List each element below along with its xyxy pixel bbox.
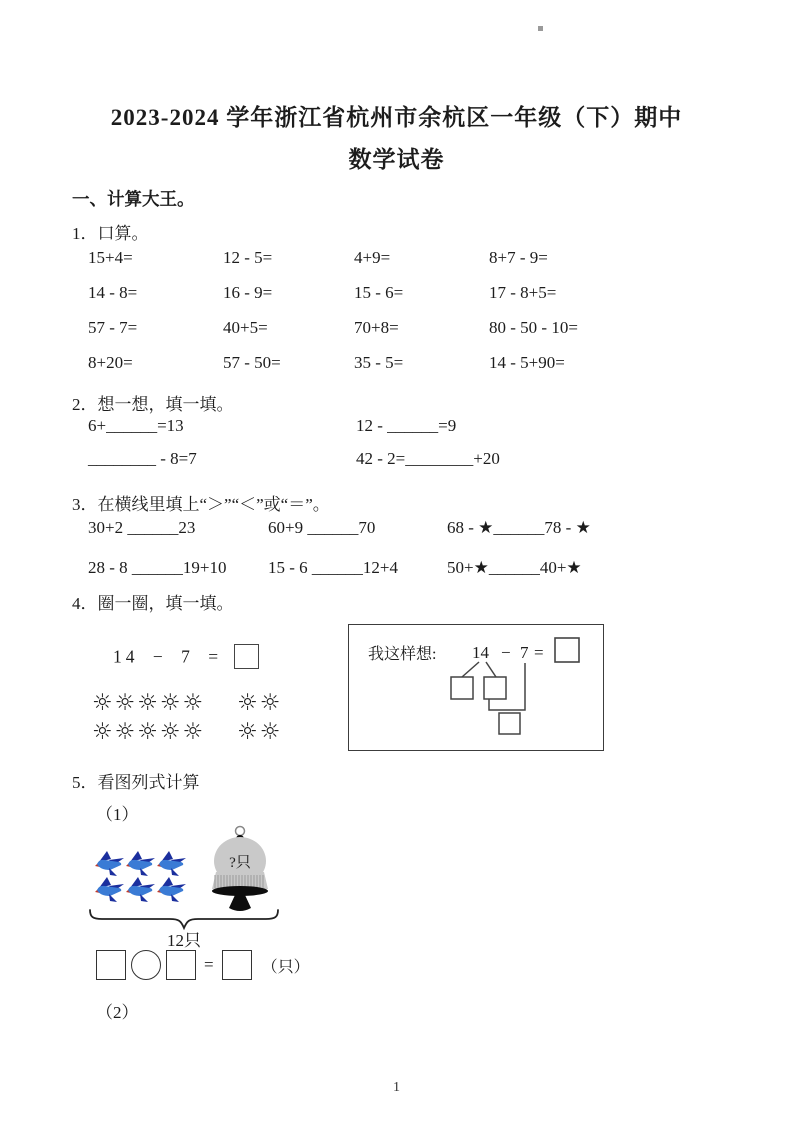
q3-item: 60+9 ______70 [268, 518, 376, 537]
q3-item: 50+★______40+★ [447, 558, 582, 577]
scan-artifact-dot [538, 26, 543, 31]
cage-question-text: ?只 [229, 855, 251, 871]
answer-box [555, 638, 579, 662]
exam-title-line1: 2023-2024 学年浙江省杭州市余杭区一年级（下）期中 [110, 105, 683, 130]
q2-label: 2．想一想，填一填。 [72, 395, 234, 414]
q1-item: 15 - 6= [354, 283, 404, 302]
bird-icon [95, 851, 124, 876]
bird-icon [157, 877, 186, 902]
q1-item: 70+8= [354, 318, 399, 337]
q1-item: 8+7 - 9= [489, 248, 548, 267]
q1-item: 35 - 5= [354, 353, 404, 372]
q1-item: 8+20= [88, 353, 133, 372]
bird-icon [126, 877, 155, 902]
page-number: 1 [393, 1080, 400, 1095]
thought-label: 我这样想: [368, 646, 437, 663]
q3-item: 15 - 6 ______12+4 [268, 558, 398, 577]
operator-circle [131, 950, 161, 980]
exam-title-line2: 数学试卷 [348, 147, 445, 172]
q1-item: 14 - 5+90= [489, 353, 565, 372]
q2-fill-blank-grid [88, 416, 656, 482]
q1-item: 57 - 7= [88, 318, 138, 337]
q1-item: 14 - 8= [88, 283, 138, 302]
minus-sign: − [501, 643, 511, 662]
q3-label: 3．在横线里填上“＞”“＜”或“＝”。 [72, 495, 330, 514]
sun-group: ☼☼☼☼☼ [92, 719, 206, 745]
equals-sign: = [204, 955, 214, 974]
bird-icon [95, 877, 124, 902]
bond-box-left [451, 677, 473, 699]
bond-line-left [462, 662, 479, 677]
q2-item: 42 - 2=________+20 [356, 449, 500, 468]
q2-item: 6+______=13 [88, 416, 184, 435]
q5-part1-label: （1） [96, 805, 139, 824]
bond-subtrahend: 7 [520, 643, 529, 662]
q5-equation-row [96, 950, 310, 980]
q5-label: 5．看图列式计算 [72, 773, 200, 792]
brace-total-label: 12只 [167, 931, 201, 950]
bond-box-bottom [499, 713, 520, 734]
sun-group: ☼☼ [237, 690, 283, 716]
connector-line [489, 663, 525, 710]
q5-part2-label: （2） [96, 1003, 139, 1022]
q1-item: 4+9= [354, 248, 391, 267]
q4-equation [113, 646, 259, 671]
bond-box-right [484, 677, 506, 699]
q4-sun-rows [92, 689, 282, 747]
sun-group: ☼☼☼☼☼ [92, 690, 206, 716]
answer-box [96, 950, 126, 980]
q4-equation-text: 14 − 7 = [113, 646, 223, 667]
bird-icon [126, 851, 155, 876]
q3-item: 28 - 8 ______19+10 [88, 558, 227, 577]
number-bond-diagram [439, 625, 605, 749]
q4-thought-box [348, 624, 604, 751]
q1-item: 57 - 50= [223, 353, 281, 372]
q2-item: 12 - ______=9 [356, 416, 457, 435]
q3-compare-grid [88, 518, 707, 598]
birdcage-icon [212, 827, 268, 912]
bond-minuend: 14 [472, 643, 489, 662]
answer-box [234, 644, 259, 669]
sun-row [92, 718, 282, 747]
q3-item: 30+2 ______23 [88, 518, 196, 537]
q1-item: 12 - 5= [223, 248, 273, 267]
bond-line-right [486, 662, 496, 677]
q1-oral-calc-grid [88, 248, 669, 388]
sun-group: ☼☼ [237, 719, 283, 745]
q5-birds-cage-figure [86, 822, 286, 932]
sun-row [92, 689, 282, 718]
equals-sign: = [534, 643, 544, 662]
bird-icon [157, 851, 186, 876]
q1-item: 40+5= [223, 318, 268, 337]
q1-item: 80 - 50 - 10= [489, 318, 578, 337]
q2-item: ________ - 8=7 [88, 449, 197, 468]
unit-label: （只） [261, 958, 310, 976]
q1-item: 15+4= [88, 248, 133, 267]
answer-box [222, 950, 252, 980]
q1-label: 1．口算。 [72, 224, 149, 243]
answer-box [166, 950, 196, 980]
section-1-heading: 一、计算大王。 [72, 189, 195, 209]
q3-item: 68 - ★______78 - ★ [447, 518, 591, 537]
q1-item: 17 - 8+5= [489, 283, 557, 302]
q4-label: 4．圈一圈，填一填。 [72, 594, 234, 613]
q1-item: 16 - 9= [223, 283, 273, 302]
